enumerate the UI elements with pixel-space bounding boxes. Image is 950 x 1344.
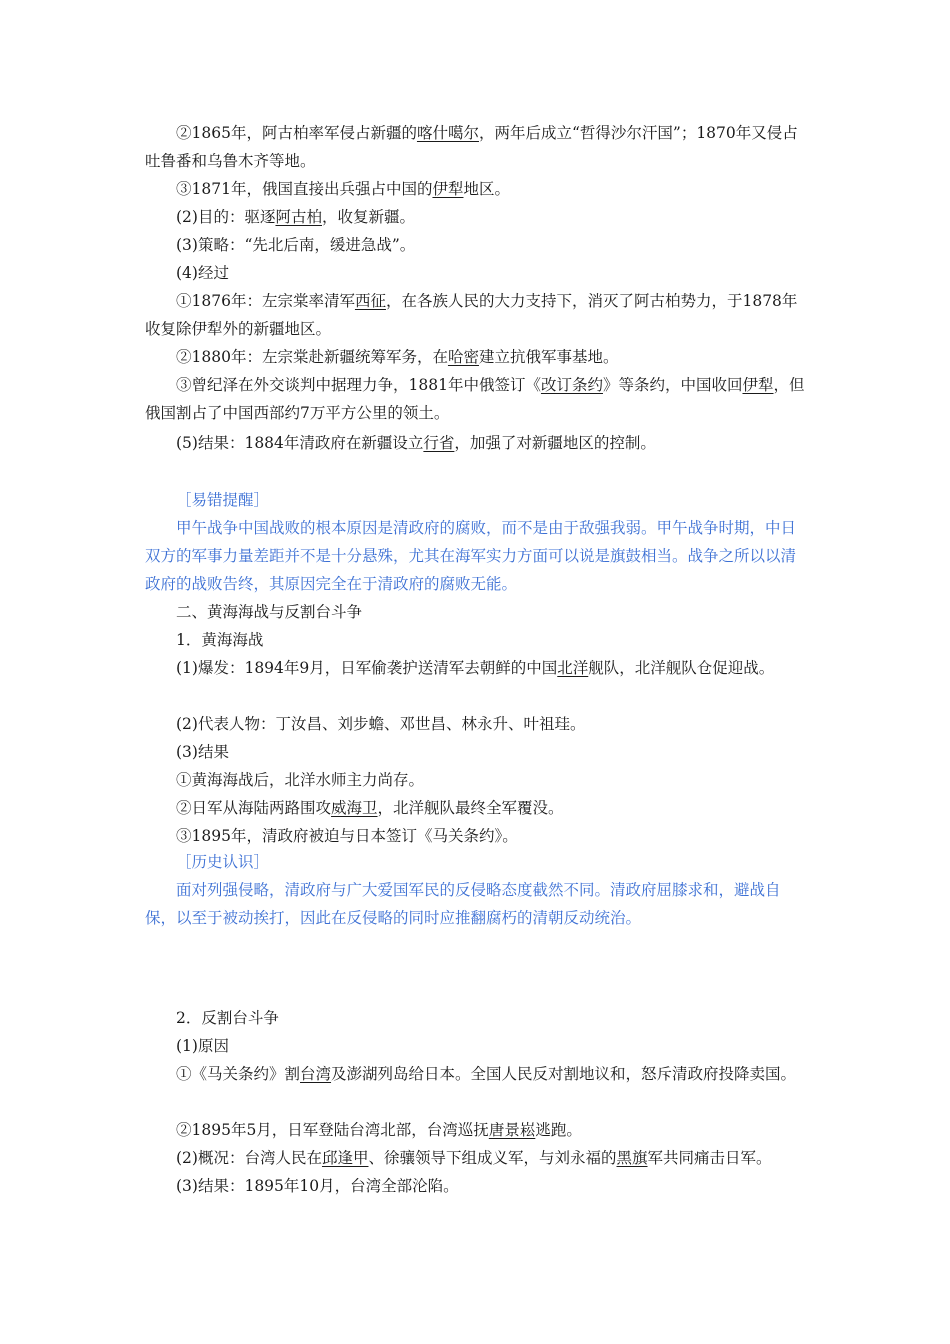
text: ，加强了对新疆地区的控制。 [454, 434, 656, 452]
para-overview [145, 1144, 810, 1172]
underlined-term: 台湾 [300, 1065, 332, 1083]
text: 地区。 [463, 180, 510, 198]
subsection-yellow-sea: 1．黄海海战 [176, 631, 264, 649]
text: ②1880年：左宗棠赴新疆统筹军务，在 [176, 348, 448, 366]
tip-title: ［易错提醒］ [176, 491, 270, 509]
para-1876 [145, 287, 810, 343]
para-strategy: (3)策略：“先北后南，缓进急战”。 [176, 236, 416, 254]
para-fall: (3)结果：1895年10月，台湾全部沦陷。 [176, 1177, 459, 1195]
para-fleet-remains: ①黄海海战后，北洋水师主力尚存。 [176, 771, 425, 789]
text: ，两年后成立“哲得沙尔汗国”；1870年又侵占吐鲁番和乌鲁木齐等地。 [145, 124, 798, 170]
underlined-term: 伊犁 [432, 180, 464, 198]
text: (1)爆发：1894年9月，日军偷袭护送清军去朝鲜的中国 [176, 659, 558, 677]
text: (2)目的：驱逐 [176, 208, 276, 226]
text: ①《马关条约》割 [176, 1065, 301, 1083]
text: 、徐骧领导下组成义军，与刘永福的 [368, 1149, 617, 1167]
para-1880 [145, 343, 810, 371]
text: ，收复新疆。 [321, 208, 415, 226]
para-shimonoseki: ③1895年，清政府被迫与日本签订《马关条约》。 [176, 827, 518, 845]
tip-body: 甲午战争中国战败的根本原因是清政府的腐败，而不是由于敌强我弱。甲午战争时期，中日双方的军事力量差距并不是十分悬殊，尤其在海军实力方面可以说是旗鼓相当。战争之所以以清政府的战败告终，其原因完全在于清政府的腐败无能。 [145, 519, 797, 593]
underlined-term: 喀什噶尔 [416, 124, 479, 142]
text: ③曾纪泽在外交谈判中据理力争，1881年中俄签订《 [176, 376, 541, 394]
underlined-term: 改订条约 [540, 376, 603, 394]
text: 逃跑。 [535, 1121, 582, 1139]
para-weihaiwei [145, 794, 810, 822]
underlined-term: 西征 [354, 292, 386, 310]
text: 建立抗俄军事基地。 [478, 348, 619, 366]
underlined-term: 伊犁 [742, 376, 774, 394]
para-result-1884 [145, 429, 810, 457]
para-landing [145, 1116, 810, 1144]
text: ③1871年，俄国直接出兵强占中国的 [176, 180, 433, 198]
text: 及澎湖列岛给日本。全国人民反对割地议和，怒斥清政府投降卖国。 [331, 1065, 797, 1083]
para-result-heading: (3)结果 [176, 743, 229, 761]
para-purpose [145, 203, 810, 231]
section-heading-2: 二、黄海海战与反割台斗争 [176, 603, 363, 621]
text: 》等条约，中国收回 [602, 376, 743, 394]
text: ②1865年，阿古柏率军侵占新疆的 [176, 124, 417, 142]
underlined-term: 北洋 [557, 659, 589, 677]
para-process-heading: (4)经过 [176, 264, 229, 282]
para-figures: (2)代表人物：丁汝昌、刘步蟾、邓世昌、林永升、叶祖珪。 [176, 715, 586, 733]
para-kashgar [145, 119, 810, 175]
underlined-term: 威海卫 [331, 799, 378, 817]
para-cession [145, 1060, 810, 1088]
text: ，在各族人民的大力支持下，消灭了阿古柏势力，于1878年收复除伊犁外的新疆地区。 [145, 292, 798, 338]
underlined-term: 哈密 [447, 348, 479, 366]
para-yili [145, 175, 810, 203]
text: ②1895年5月，日军登陆台湾北部，台湾巡抚 [176, 1121, 489, 1139]
text: 舰队，北洋舰队仓促迎战。 [588, 659, 775, 677]
subsection-taiwan: 2．反割台斗争 [176, 1009, 279, 1027]
underlined-term: 行省 [423, 434, 455, 452]
history-title: ［历史认识］ [176, 853, 270, 871]
text: ，北洋舰队最终全军覆没。 [377, 799, 564, 817]
text: ，但俄国割占了中国西部约7万平方公里的领土。 [145, 376, 805, 422]
history-body: 面对列强侵略，清政府与广大爱国军民的反侵略态度截然不同。清政府屈膝求和，避战自保，以至于被动挨打，因此在反侵略的同时应推翻腐朽的清朝反动统治。 [145, 881, 781, 927]
text: ①1876年：左宗棠率清军 [176, 292, 355, 310]
text: 军共同痛击日军。 [647, 1149, 772, 1167]
underlined-term: 阿古柏 [275, 208, 322, 226]
underlined-term: 唐景崧 [488, 1121, 536, 1139]
para-cause-heading: (1)原因 [176, 1037, 229, 1055]
underlined-term: 黑旗 [616, 1149, 648, 1167]
underlined-term: 邱逢甲 [321, 1149, 369, 1167]
para-treaty [145, 371, 810, 427]
text: ②日军从海陆两路围攻 [176, 799, 332, 817]
text: (2)概况：台湾人民在 [176, 1149, 322, 1167]
para-outbreak [145, 654, 810, 682]
text: (5)结果：1884年清政府在新疆设立 [176, 434, 424, 452]
